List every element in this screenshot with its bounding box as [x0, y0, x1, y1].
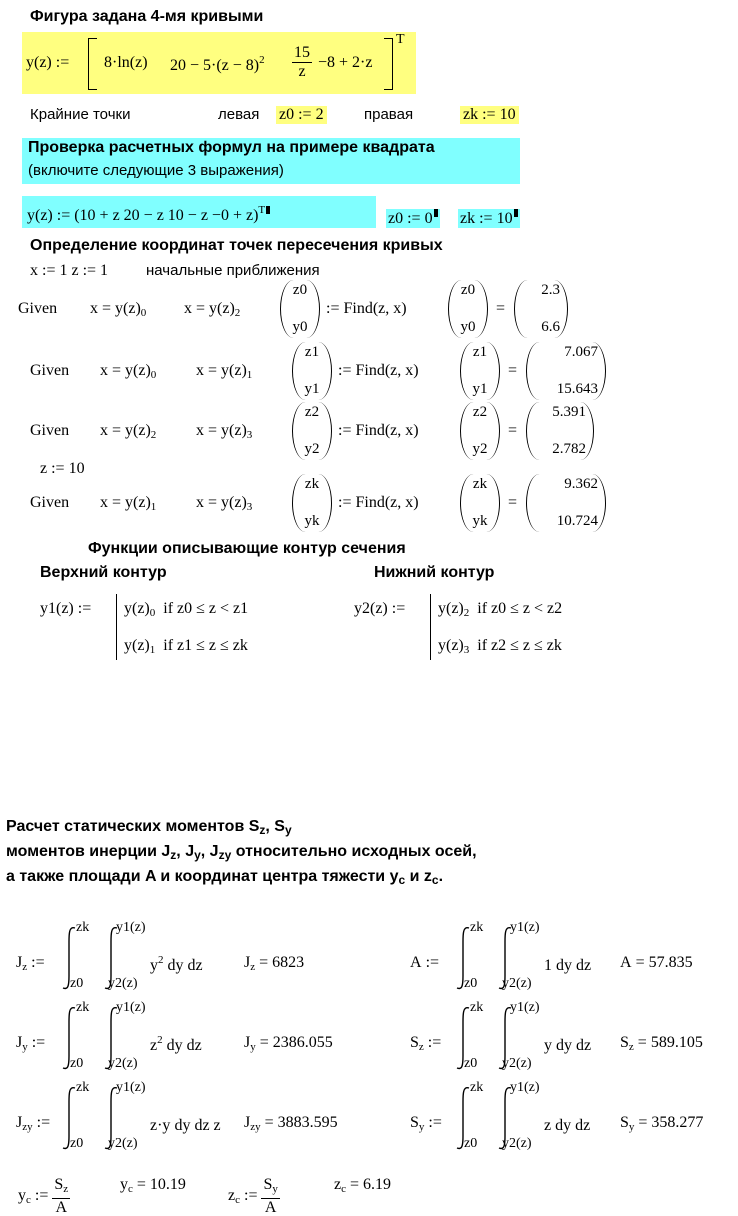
upper-limit: zk [76, 1000, 90, 1015]
vec-res-3: z2 y2 [460, 402, 500, 460]
vec-val-4: 9.362 10.724 [526, 474, 606, 532]
lower-contour-label: Нижний контур [374, 564, 495, 581]
moments-heading-3: а также площади A и координат центра тяжести yc и zc. [6, 868, 444, 887]
zc-definition: $z_c$ := $\frac{S_y}{A}$ [228, 1176, 278, 1216]
eq-sign-2: = [508, 362, 518, 379]
inner-upper-limit: y1(z) [116, 1000, 146, 1015]
integral-result: $J_y = 2386.055$ [244, 1034, 333, 1053]
given-4: Given [30, 494, 70, 511]
integrand: 1 dy dz [544, 957, 592, 974]
lower-limit: z0 [70, 1136, 84, 1151]
integrand: $y^2$ dy dz [150, 954, 203, 974]
inner-lower-limit: y2(z) [502, 1056, 532, 1071]
upper-limit: zk [470, 1000, 484, 1015]
integral-lhs: $S_y$ := [410, 1114, 442, 1133]
inner-upper-limit: y1(z) [510, 920, 540, 935]
upper-limit: zk [76, 1080, 90, 1095]
y1-piecewise-bar [116, 594, 117, 660]
y2-piecewise-bar [430, 594, 431, 660]
transpose-mark: T [396, 32, 405, 47]
right-point-label: правая [364, 106, 414, 123]
vec-lhs-1: z0 y0 [280, 280, 320, 338]
inner-upper-limit: y1(z) [510, 1000, 540, 1015]
eq-sign-3: = [508, 422, 518, 439]
eq-sign-4: = [508, 494, 518, 511]
integral-result: $S_y = 358.277$ [620, 1114, 704, 1133]
given-1: Given [18, 300, 58, 317]
y-def-e2: $20 - 5\cdot(z - 8)^2$ [170, 54, 265, 74]
eq-4a: $x = y(z)_1$ [100, 494, 157, 513]
vec-lhs-3: z2 y2 [292, 402, 332, 460]
given-2: Given [30, 362, 70, 379]
y1-line2: $y(z)_1$ if z1 ≤ z ≤ zk [124, 637, 248, 656]
find-2: := Find(z, x) [338, 362, 419, 379]
left-bracket [88, 38, 97, 90]
z-reset: z := 10 [40, 460, 85, 477]
find-3: := Find(z, x) [338, 422, 419, 439]
check-note: (включите следующие 3 выражения) [28, 162, 284, 179]
y2-lhs: y2(z) := [354, 600, 406, 617]
lower-limit: z0 [464, 1136, 478, 1151]
vec-val-2: 7.067 15.643 [526, 342, 606, 400]
endpoints-label: Крайние точки [30, 106, 131, 123]
y-def-e4: −8 + 2·z [318, 54, 373, 71]
inner-lower-limit: y2(z) [108, 976, 138, 991]
contour-heading: Функции описывающие контур сечения [88, 540, 406, 557]
yc-definition: $y_c$ := $\frac{S_z}{A}$ [18, 1176, 69, 1216]
y2-line2: $y(z)_3$ if z2 ≤ z ≤ zk [438, 637, 562, 656]
vec-res-4: zk yk [460, 474, 500, 532]
find-4: := Find(z, x) [338, 494, 419, 511]
integral-lhs: $J_z$ := [16, 954, 45, 973]
integral-lhs: $J_{zy}$ := [16, 1114, 51, 1133]
eq-2b: $x = y(z)_1$ [196, 362, 253, 381]
eq-1b: $x = y(z)_2$ [184, 300, 241, 319]
eq-3a: $x = y(z)_2$ [100, 422, 157, 441]
upper-limit: zk [470, 920, 484, 935]
moments-heading-2: моментов инерции Jz, Jy, Jzy относительно исходных осей, [6, 843, 477, 862]
eq-1a: $x = y(z)_0$ [90, 300, 147, 319]
integral-result: $S_z = 589.105$ [620, 1034, 703, 1053]
integral-result: A = 57.835 [620, 954, 693, 971]
integral-lhs: $S_z$ := [410, 1034, 442, 1053]
integral-result: $J_z = 6823$ [244, 954, 305, 973]
eq-4b: $x = y(z)_3$ [196, 494, 253, 513]
y1-line1: $y(z)_0$ if z0 ≤ z < z1 [124, 600, 249, 619]
integrand: y dy dz [544, 1037, 592, 1054]
eq-2a: $x = y(z)_0$ [100, 362, 157, 381]
integrand: $z^2$ dy dz [150, 1034, 202, 1054]
integral-lhs: $J_y$ := [16, 1034, 46, 1053]
vec-lhs-2: z1 y1 [292, 342, 332, 400]
lower-limit: z0 [70, 976, 84, 991]
y-def-lhs: y(z) := [26, 54, 70, 71]
lower-limit: z0 [70, 1056, 84, 1071]
check-zk[interactable]: zk := 10 [458, 209, 520, 228]
lower-limit: z0 [464, 976, 478, 991]
inner-upper-limit: y1(z) [116, 1080, 146, 1095]
y-def-e3: $\frac{15}{z}$ [294, 44, 310, 80]
vec-res-1: z0 y0 [448, 280, 488, 338]
vec-val-1: 2.3 6.6 [514, 280, 568, 338]
moments-heading-1: Расчет статических моментов Sz, Sy [6, 818, 292, 837]
integrand: z dy dz [544, 1117, 591, 1134]
intersections-heading: Определение координат точек пересечения кривых [30, 237, 443, 254]
zk-definition[interactable]: zk := 10 [460, 106, 519, 124]
initial-guess: x := 1 z := 1 [30, 262, 109, 279]
eq-3b: $x = y(z)_3$ [196, 422, 253, 441]
check-heading: Проверка расчетных формул на примере квадрата [28, 139, 435, 156]
y-def-e1: 8·ln(z) [104, 54, 148, 71]
y1-lhs: y1(z) := [40, 600, 92, 617]
zc-result: $z_c = 6.19$ [334, 1176, 392, 1195]
check-expr: y(z) := (10 + z 20 − z 10 − z −0 + z)$^T$ [27, 204, 270, 225]
vec-res-2: z1 y1 [460, 342, 500, 400]
inner-upper-limit: y1(z) [116, 920, 146, 935]
lower-limit: z0 [464, 1056, 478, 1071]
integral-result: $J_{zy} = 3883.595$ [244, 1114, 338, 1133]
upper-limit: zk [470, 1080, 484, 1095]
vec-lhs-4: zk yk [292, 474, 332, 532]
right-bracket [384, 38, 393, 90]
check-z0[interactable]: z0 := 0 [386, 209, 440, 228]
inner-lower-limit: y2(z) [502, 976, 532, 991]
integral-lhs: A := [410, 954, 440, 971]
given-3: Given [30, 422, 70, 439]
inner-lower-limit: y2(z) [108, 1136, 138, 1151]
eq-sign-1: = [496, 300, 506, 317]
inner-lower-limit: y2(z) [502, 1136, 532, 1151]
upper-limit: zk [76, 920, 90, 935]
z0-definition[interactable]: z0 := 2 [276, 106, 327, 124]
yc-result: $y_c = 10.19$ [120, 1176, 186, 1195]
left-point-label: левая [218, 106, 260, 123]
title: Фигура задана 4-мя кривыми [30, 8, 264, 25]
inner-lower-limit: y2(z) [108, 1056, 138, 1071]
initial-guess-note: начальные приближения [146, 262, 320, 279]
inner-upper-limit: y1(z) [510, 1080, 540, 1095]
integrand: z·y dy dz z [150, 1117, 221, 1134]
upper-contour-label: Верхний контур [40, 564, 167, 581]
y2-line1: $y(z)_2$ if z0 ≤ z < z2 [438, 600, 563, 619]
find-1: := Find(z, x) [326, 300, 407, 317]
vec-val-3: 5.391 2.782 [526, 402, 594, 460]
